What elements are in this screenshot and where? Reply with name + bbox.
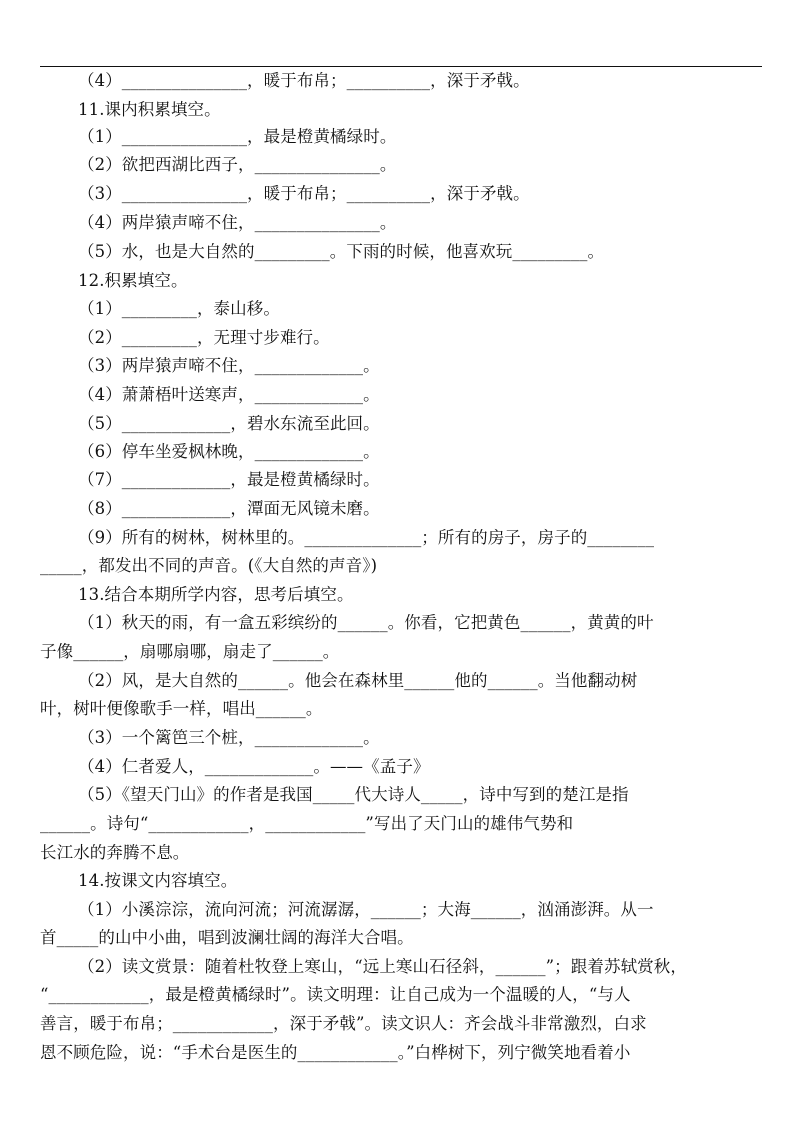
text-line: （4）_______________，暖于布帛；__________，深于矛戟。 [78,71,530,90]
text-line: “____________，最是橙黄橘绿时”。读文明理：让自己成为一个温暖的人，“与人 [40,985,631,1004]
text-line: 恩不顾危险，说：“手术台是医生的____________。”白桦树下，列宁微笑地看着小 [40,1043,631,1062]
text-line: （4）两岸猿声啼不住，_______________。 [78,213,397,232]
text-line: （9）所有的树林，树林里的。______________；所有的房子，房子的________ [78,528,655,547]
section-heading-14: 14.按课文内容填空。 [78,871,238,890]
text-line: 长江水的奔腾不息。 [40,843,190,862]
section-heading-11: 11.课内积累填空。 [78,100,221,119]
text-line: （5）《望天门山》的作者是我国_____代大诗人_____，诗中写到的楚江是指 [78,785,629,804]
section-heading-12: 12.积累填空。 [78,271,188,290]
text-line: （5）水，也是大自然的_________。下雨的时候，他喜欢玩_________。 [78,242,605,261]
header-rule [40,66,762,67]
text-line: （8）_____________，潭面无风镜未磨。 [78,499,380,518]
text-line: （2）_________，无理寸步难行。 [78,328,330,347]
text-line: （3）一个篱笆三个桩，_____________。 [78,728,380,747]
text-line: （6）停车坐爱枫林晚，_____________。 [78,442,380,461]
text-line: （4）萧萧梧叶送寒声，_____________。 [78,385,380,404]
text-line: （4）仁者爱人，_____________。——《孟子》 [78,757,430,776]
text-line: （1）秋天的雨，有一盒五彩缤纷的______。你看，它把黄色______，黄黄的叶 [78,613,654,632]
text-line: （2）欲把西湖比西子，_______________。 [78,155,397,174]
text-line: （2）读文赏景：随着杜牧登上寒山，“远上寒山石径斜，______”；跟着苏轼赏秋， [78,957,687,976]
text-line: 叶，树叶便像歌手一样，唱出______。 [40,699,323,718]
text-line: 子像______，扇哪扇哪，扇走了______。 [40,642,340,661]
text-line: （7）_____________，最是橙黄橘绿时。 [78,470,380,489]
text-line: 首_____的山中小曲，唱到波澜壮阔的海洋大合唱。 [40,928,414,947]
text-line: _____，都发出不同的声音。(《大自然的声音》) [40,556,378,575]
text-line: 善言，暖于布帛；____________，深于矛戟”。读文识人：齐会战斗非常激烈，白求 [40,1014,647,1033]
text-line: （3）两岸猿声啼不住，_____________。 [78,356,380,375]
text-line: （3）_______________，暖于布帛；__________，深于矛戟。 [78,184,530,203]
text-line: （5）_____________，碧水东流至此回。 [78,414,380,433]
text-line: ______。诗句“____________，____________”写出了天门山的雄伟气势和 [40,814,574,833]
text-line: （1）_________，泰山移。 [78,299,280,318]
section-heading-13: 13.结合本期所学内容，思考后填空。 [78,585,354,604]
text-line: （1）小溪淙淙，流向河流；河流潺潺，______；大海______，汹涌澎湃。从一 [78,900,654,919]
text-line: （1）_______________，最是橙黄橘绿时。 [78,127,397,146]
text-line: （2）风，是大自然的______。他会在森林里______他的______。当他翻动树 [78,671,638,690]
